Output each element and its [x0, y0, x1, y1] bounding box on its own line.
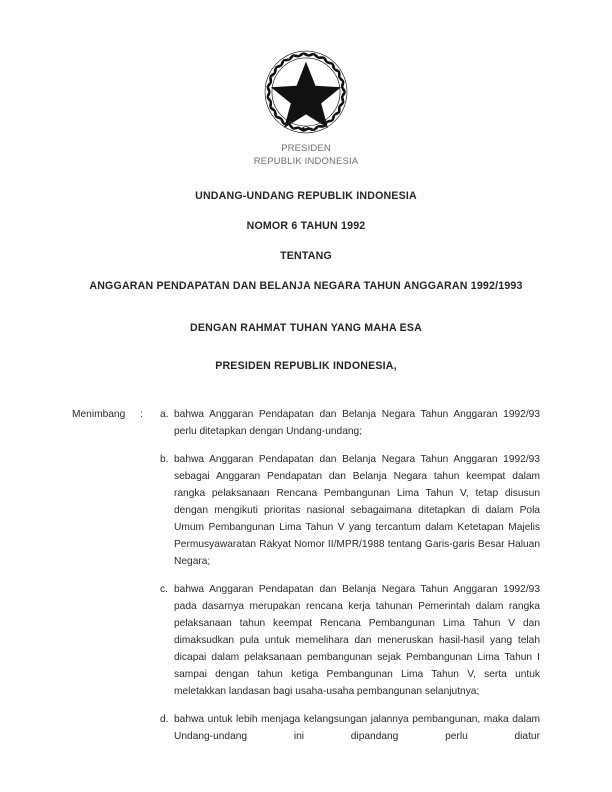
blessing-line: DENGAN RAHMAT TUHAN YANG MAHA ESA: [189, 322, 423, 334]
considering-colon: :: [140, 409, 143, 420]
list-item-text: bahwa Anggaran Pendapatan dan Belanja Negara Tahun Anggaran 1992/93 pada dasarnya merupakan rencana kerja tahunan Pemerintah dalam rangka pelaksanaan tahun keempat Rencana Pembangunan Lima Tahun V dan dimaksudkan pula untuk memelihara dan meneruskan hasil-hasil yang telah dicapai dalam pelaksanaan pembangunan sejak Pembangunan Lima Tahun I sampai dengan tahun ketiga Pembangunan Lima Tahun V, serta untuk meletakkan landasan bagi usaha-usaha pembangunan selanjutnya;: [174, 584, 540, 697]
considering-row: [72, 406, 540, 745]
emblem-caption-line-2: REPUBLIK INDONESIA: [253, 155, 359, 167]
spacer: [0, 292, 612, 322]
list-item-marker: a.: [160, 409, 169, 420]
title-law-number: NOMOR 6 TAHUN 1992: [246, 220, 366, 232]
list-item-text: bahwa Anggaran Pendapatan dan Belanja Negara Tahun Anggaran 1992/93 perlu ditetapkan dengan Undang-undang;: [174, 409, 540, 437]
title-about-label: TENTANG: [280, 250, 332, 262]
document-title-block: [0, 190, 612, 292]
emblem-block: [0, 0, 612, 168]
title-law-subject: ANGGARAN PENDAPATAN DAN BELANJA NEGARA TAHUN ANGGARAN 1992/1993: [89, 280, 523, 292]
list-item-marker: b.: [160, 454, 169, 465]
issuer-line: PRESIDEN REPUBLIK INDONESIA,: [215, 360, 397, 372]
list-item: [160, 581, 540, 700]
spacer: [0, 334, 612, 360]
list-item-marker: c.: [160, 584, 168, 595]
list-item: [160, 711, 540, 745]
list-item-marker: d.: [160, 714, 169, 725]
list-item: [160, 451, 540, 570]
indonesia-presidential-seal-icon: [260, 46, 352, 138]
list-item-text: bahwa Anggaran Pendapatan dan Belanja Negara Tahun Anggaran 1992/93 sebagai Anggaran Pendapatan dan Belanja Negara tahun keempat dalam rangka pelaksanaan Rencana Pembangunan Lima Tahun V, tetap disusun dengan mengikuti prioritas nasional sebagaimana ditetapkan di dalam Pola Umum Pembangunan Lima Tahun V yang tercantum dalam Ketetapan Majelis Permusyawaratan Rakyat Nomor II/MPR/1988 tentang Garis-garis Besar Haluan Negara;: [174, 454, 540, 567]
list-item: [160, 406, 540, 440]
considering-label: Menimbang: [72, 409, 126, 420]
title-law-type: UNDANG-UNDANG REPUBLIK INDONESIA: [195, 190, 417, 202]
emblem-caption-line-1: PRESIDEN: [281, 143, 331, 154]
emblem-caption: [254, 143, 359, 168]
considering-items: [160, 406, 540, 745]
list-item-text: bahwa untuk lebih menjaga kelangsungan jalannya pembangunan, maka dalam Undang-undang ini dipandang perlu diatur: [174, 714, 540, 742]
considering-section: [0, 406, 612, 745]
